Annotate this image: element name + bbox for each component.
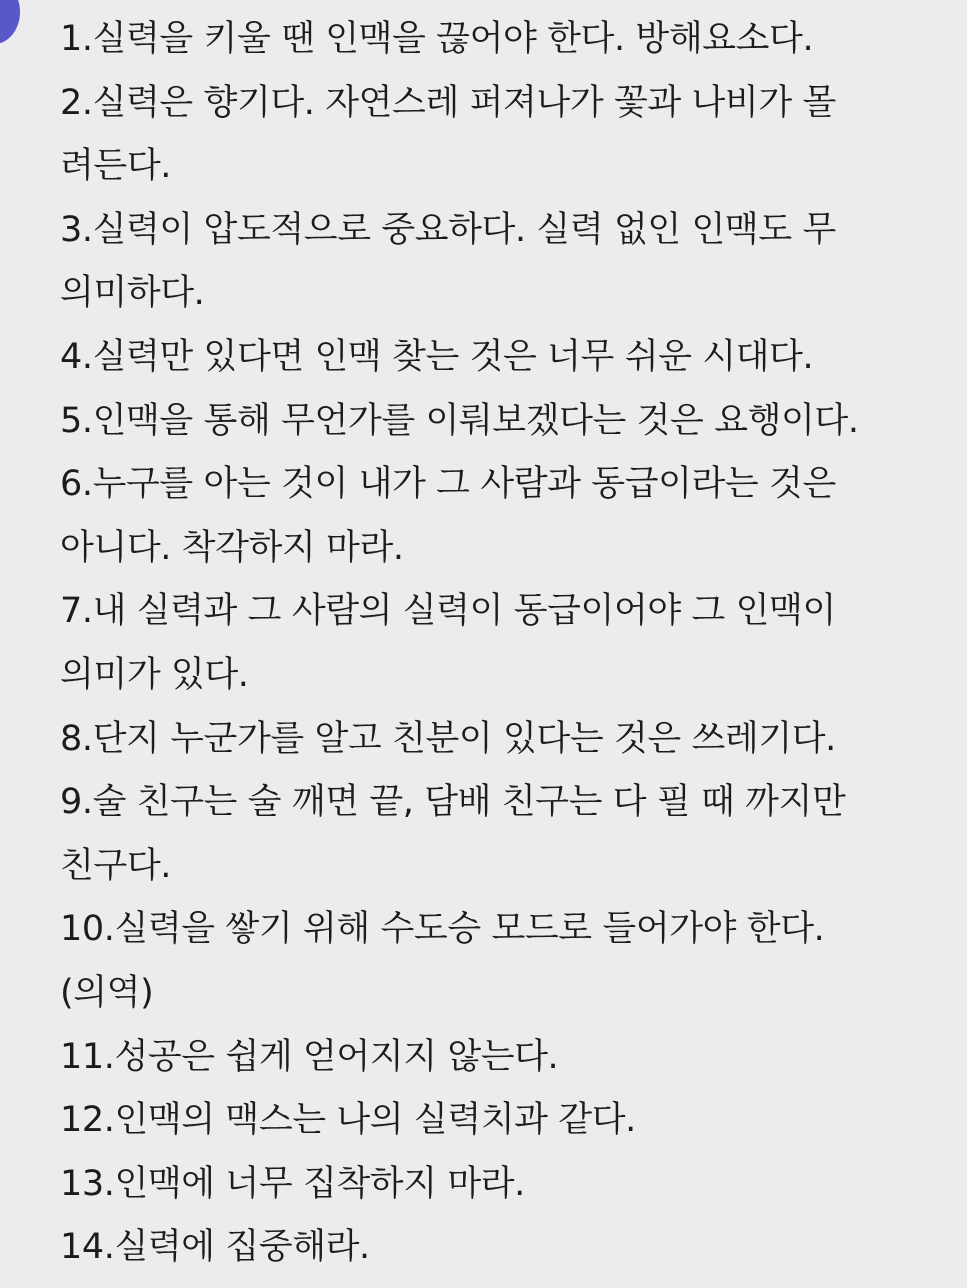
avatar[interactable] [0, 0, 20, 44]
message-line: 2.실력은 향기다. 자연스레 퍼져나가 꽃과 나비가 몰 [60, 82, 836, 123]
message-line: 8.단지 누군가를 알고 친분이 있다는 것은 쓰레기다. [60, 718, 836, 759]
message-line: 10.실력을 쌓기 위해 수도승 모드로 들어가야 한다. [60, 909, 825, 950]
message-line: 14.실력에 집중해라. [60, 1227, 370, 1268]
message-line: 12.인맥의 맥스는 나의 실력치과 같다. [60, 1100, 636, 1141]
message-line: 1.실력을 키울 땐 인맥을 끊어야 한다. 방해요소다. [60, 19, 814, 59]
message-line: 려든다. [60, 146, 171, 187]
message-line: 11.성공은 쉽게 얻어지지 않는다. [60, 1036, 559, 1077]
message-line: 친구다. [60, 845, 171, 886]
message-line: 아니다. 착각하지 마라. [60, 527, 404, 568]
message-line: 4.실력만 있다면 인맥 찾는 것은 너무 쉬운 시대다. [60, 336, 814, 377]
message-line: (의역) [60, 972, 154, 1013]
message-line: 13.인맥에 너무 집착하지 마라. [60, 1163, 525, 1204]
message-line: 9.술 친구는 술 깨면 끝, 담배 친구는 다 필 때 까지만 [60, 782, 846, 823]
message-line: 의미가 있다. [60, 654, 249, 695]
message-line: 6.누구를 아는 것이 내가 그 사람과 동급이라는 것은 [60, 464, 836, 505]
message-line: 3.실력이 압도적으로 중요하다. 실력 없인 인맥도 무 [60, 209, 836, 250]
message-text [60, 8, 940, 1280]
message-line: 5.인맥을 통해 무언가를 이뤄보겠다는 것은 요행이다. [60, 400, 859, 441]
message-line: 의미하다. [60, 273, 205, 314]
message-line: 7.내 실력과 그 사람의 실력이 동급이어야 그 인맥이 [60, 591, 836, 632]
